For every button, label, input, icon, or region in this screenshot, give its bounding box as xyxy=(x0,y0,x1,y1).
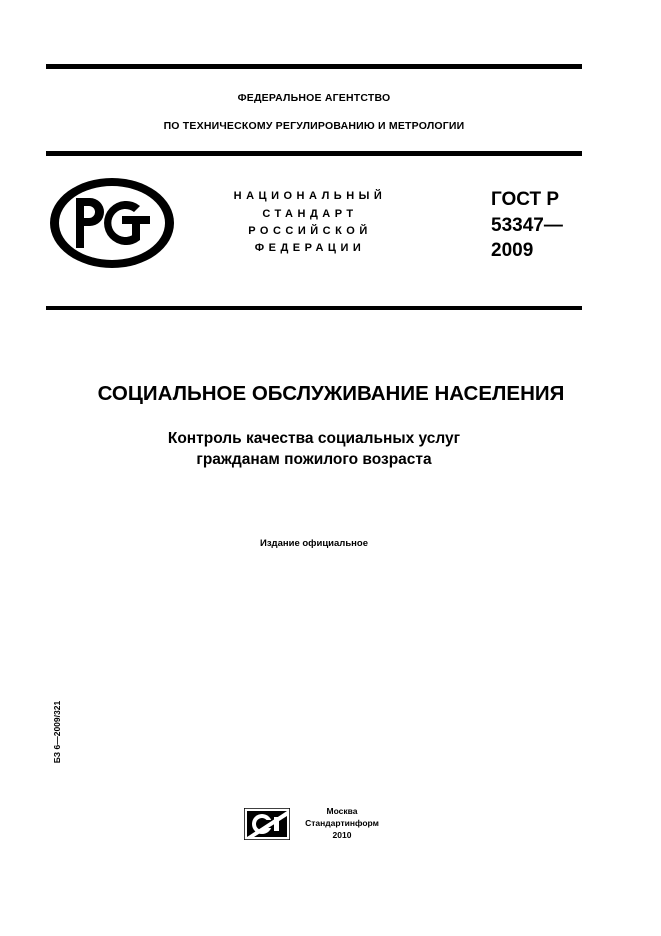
subtitle-line-1: Контроль качества социальных услуг xyxy=(167,430,461,447)
national-line-4: ФЕДЕРАЦИИ xyxy=(254,242,366,254)
agency-line-1: ФЕДЕРАЛЬНОЕ АГЕНТСТВО xyxy=(237,92,391,104)
publisher-year: 2010 xyxy=(332,830,352,840)
subtitle-line-2: гражданам пожилого возраста xyxy=(196,451,432,468)
publisher-name: Стандартинформ xyxy=(305,818,379,828)
gost-line-3: 2009 xyxy=(491,240,534,261)
national-line-2: СТАНДАРТ xyxy=(262,208,358,220)
edition-note: Издание официальное xyxy=(260,538,368,549)
national-line-3: РОССИЙСКОЙ xyxy=(248,225,372,237)
side-code-text: БЗ 6—2009/321 xyxy=(52,700,62,764)
publisher-city: Москва xyxy=(326,806,358,816)
bottom-rule xyxy=(46,306,582,310)
gost-line-2: 53347— xyxy=(491,215,563,236)
document-title: СОЦИАЛЬНОЕ ОБСЛУЖИВАНИЕ НАСЕЛЕНИЯ xyxy=(97,382,565,405)
agency-line-2: ПО ТЕХНИЧЕСКОМУ РЕГУЛИРОВАНИЮ И МЕТРОЛОГИИ xyxy=(163,120,465,132)
top-rule xyxy=(46,64,582,69)
gost-line-1: ГОСТ Р xyxy=(491,189,560,210)
rst-seal-icon xyxy=(48,176,176,270)
standartinform-logo-icon xyxy=(244,808,290,840)
middle-rule xyxy=(46,151,582,156)
national-line-1: НАЦИОНАЛЬНЫЙ xyxy=(233,190,387,202)
